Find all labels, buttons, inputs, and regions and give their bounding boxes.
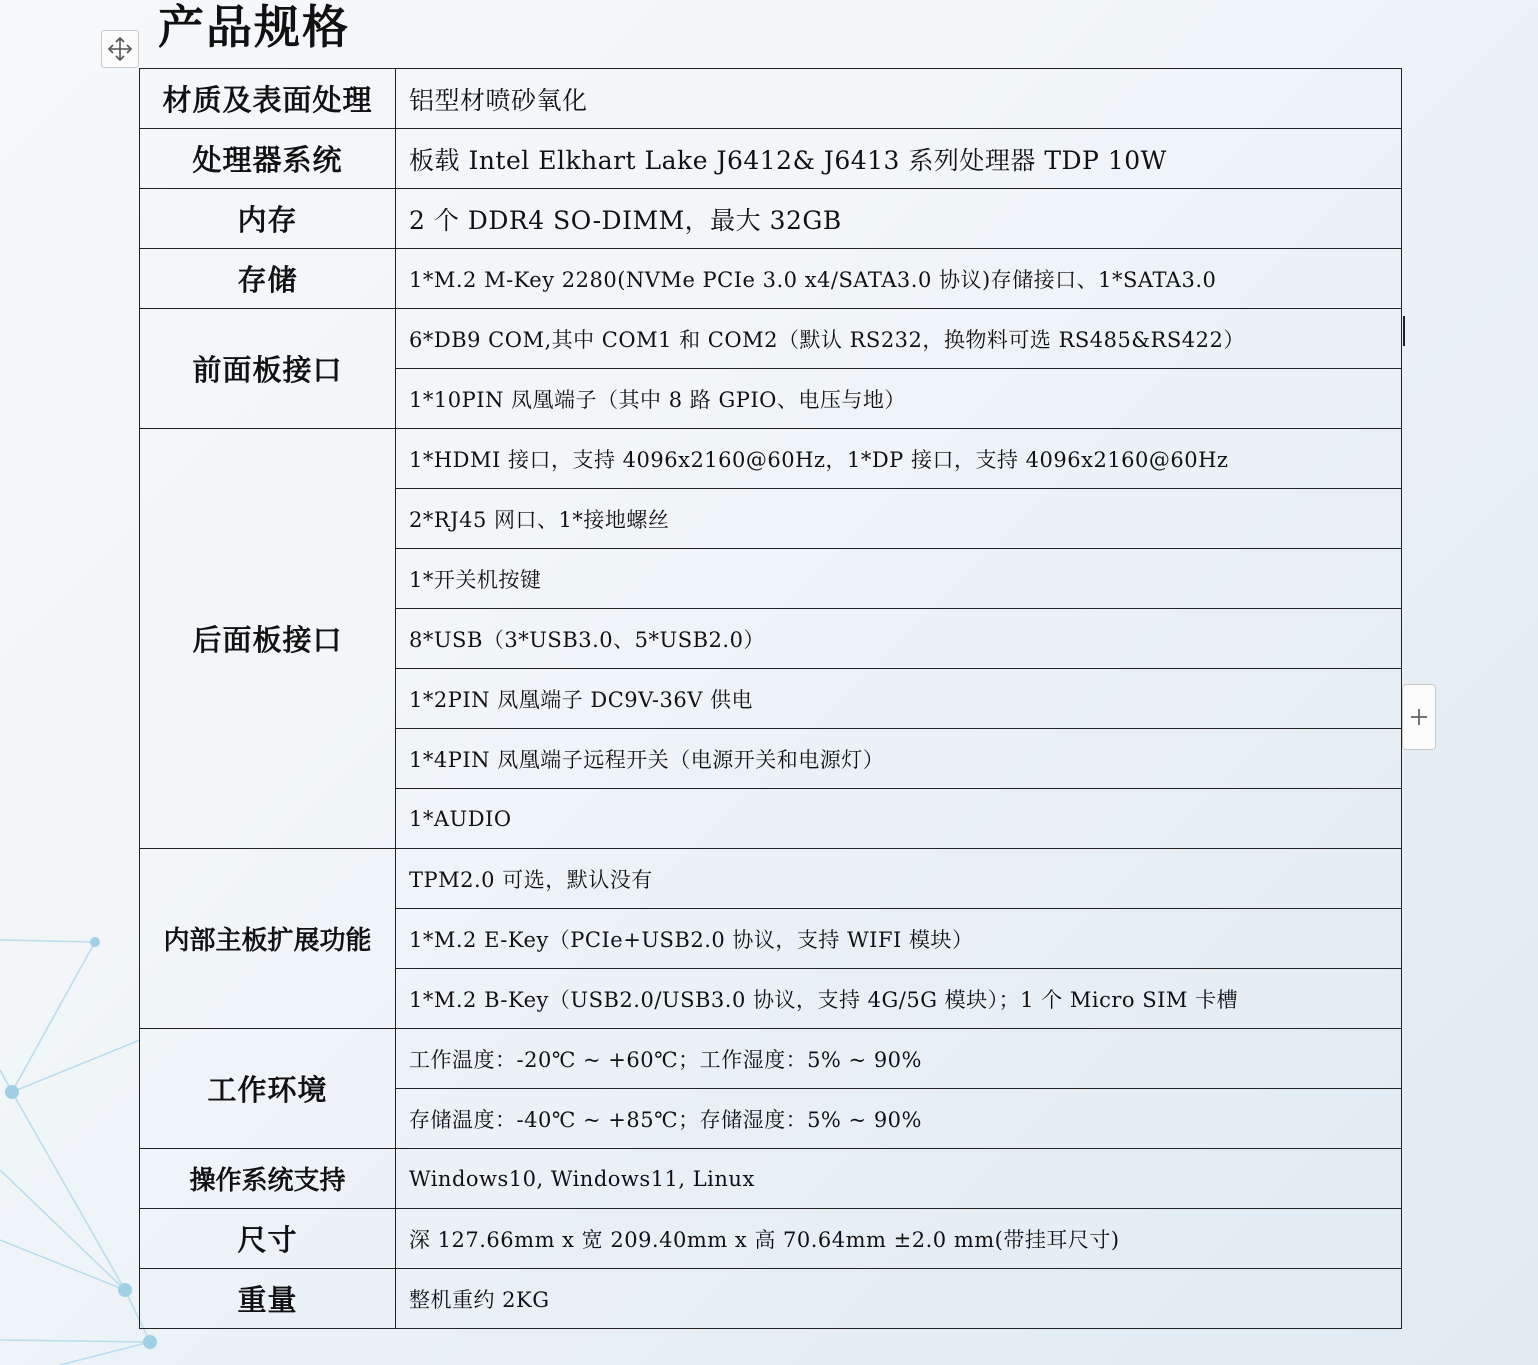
spec-value[interactable]: 1*2PIN 凤凰端子 DC9V-36V 供电 — [396, 669, 1402, 729]
plus-icon — [1409, 707, 1429, 727]
text-cursor — [1403, 316, 1405, 346]
spec-label[interactable]: 内部主板扩展功能 — [140, 849, 396, 1029]
spec-value[interactable]: 1*开关机按键 — [396, 549, 1402, 609]
spec-value[interactable]: 1*4PIN 凤凰端子远程开关（电源开关和电源灯） — [396, 729, 1402, 789]
spec-label[interactable]: 前面板接口 — [140, 309, 396, 429]
table-row — [140, 1209, 1402, 1269]
spec-value[interactable]: 深 127.66mm x 宽 209.40mm x 高 70.64mm ±2.0 mm(带挂耳尺寸) — [396, 1209, 1402, 1269]
table-row — [140, 249, 1402, 309]
table-row — [140, 189, 1402, 249]
spec-value[interactable]: 板载 Intel Elkhart Lake J6412& J6413 系列处理器 TDP 10W — [396, 129, 1402, 189]
table-row — [140, 69, 1402, 129]
spec-value[interactable]: 2*RJ45 网口、1*接地螺丝 — [396, 489, 1402, 549]
table-row — [140, 1149, 1402, 1209]
spec-value[interactable]: 1*M.2 B-Key（USB2.0/USB3.0 协议，支持 4G/5G 模块）；1 个 Micro SIM 卡槽 — [396, 969, 1402, 1029]
spec-value[interactable]: 工作温度：-20℃ ~ +60℃；工作湿度：5% ~ 90% — [396, 1029, 1402, 1089]
table-row — [140, 1029, 1402, 1089]
spec-value[interactable]: 1*M.2 E-Key（PCIe+USB2.0 协议，支持 WIFI 模块） — [396, 909, 1402, 969]
spec-label[interactable]: 存储 — [140, 249, 396, 309]
spec-label[interactable]: 操作系统支持 — [140, 1149, 396, 1209]
spec-table — [139, 68, 1402, 1329]
spec-value[interactable]: TPM2.0 可选，默认没有 — [396, 849, 1402, 909]
spec-label[interactable]: 尺寸 — [140, 1209, 396, 1269]
spec-value[interactable]: Windows10, Windows11, Linux — [396, 1149, 1402, 1209]
spec-label[interactable]: 重量 — [140, 1269, 396, 1329]
spec-value[interactable]: 整机重约 2KG — [396, 1269, 1402, 1329]
table-row — [140, 129, 1402, 189]
spec-value[interactable]: 铝型材喷砂氧化 — [396, 69, 1402, 129]
table-move-handle[interactable] — [101, 30, 139, 68]
spec-value[interactable]: 1*10PIN 凤凰端子（其中 8 路 GPIO、电压与地） — [396, 369, 1402, 429]
spec-value[interactable]: 存储温度：-40℃ ~ +85℃；存储湿度：5% ~ 90% — [396, 1089, 1402, 1149]
table-row — [140, 1269, 1402, 1329]
spec-label[interactable]: 工作环境 — [140, 1029, 396, 1149]
page-title: 产品规格 — [158, 0, 350, 54]
spec-value[interactable]: 2 个 DDR4 SO-DIMM，最大 32GB — [396, 189, 1402, 249]
table-row — [140, 849, 1402, 909]
spec-label[interactable]: 处理器系统 — [140, 129, 396, 189]
spec-label[interactable]: 内存 — [140, 189, 396, 249]
add-row-button[interactable] — [1402, 684, 1436, 750]
spec-value[interactable]: 8*USB（3*USB3.0、5*USB2.0） — [396, 609, 1402, 669]
table-row — [140, 309, 1402, 369]
table-row — [140, 429, 1402, 489]
spec-label[interactable]: 后面板接口 — [140, 429, 396, 849]
spec-value[interactable]: 6*DB9 COM,其中 COM1 和 COM2（默认 RS232，换物料可选 RS485&RS422） — [396, 309, 1402, 369]
spec-value[interactable]: 1*M.2 M-Key 2280(NVMe PCIe 3.0 x4/SATA3.0 协议)存储接口、1*SATA3.0 — [396, 249, 1402, 309]
move-arrows-icon — [106, 35, 134, 63]
spec-value[interactable]: 1*AUDIO — [396, 789, 1402, 849]
spec-label[interactable]: 材质及表面处理 — [140, 69, 396, 129]
spec-value[interactable]: 1*HDMI 接口，支持 4096x2160@60Hz，1*DP 接口，支持 4096x2160@60Hz — [396, 429, 1402, 489]
